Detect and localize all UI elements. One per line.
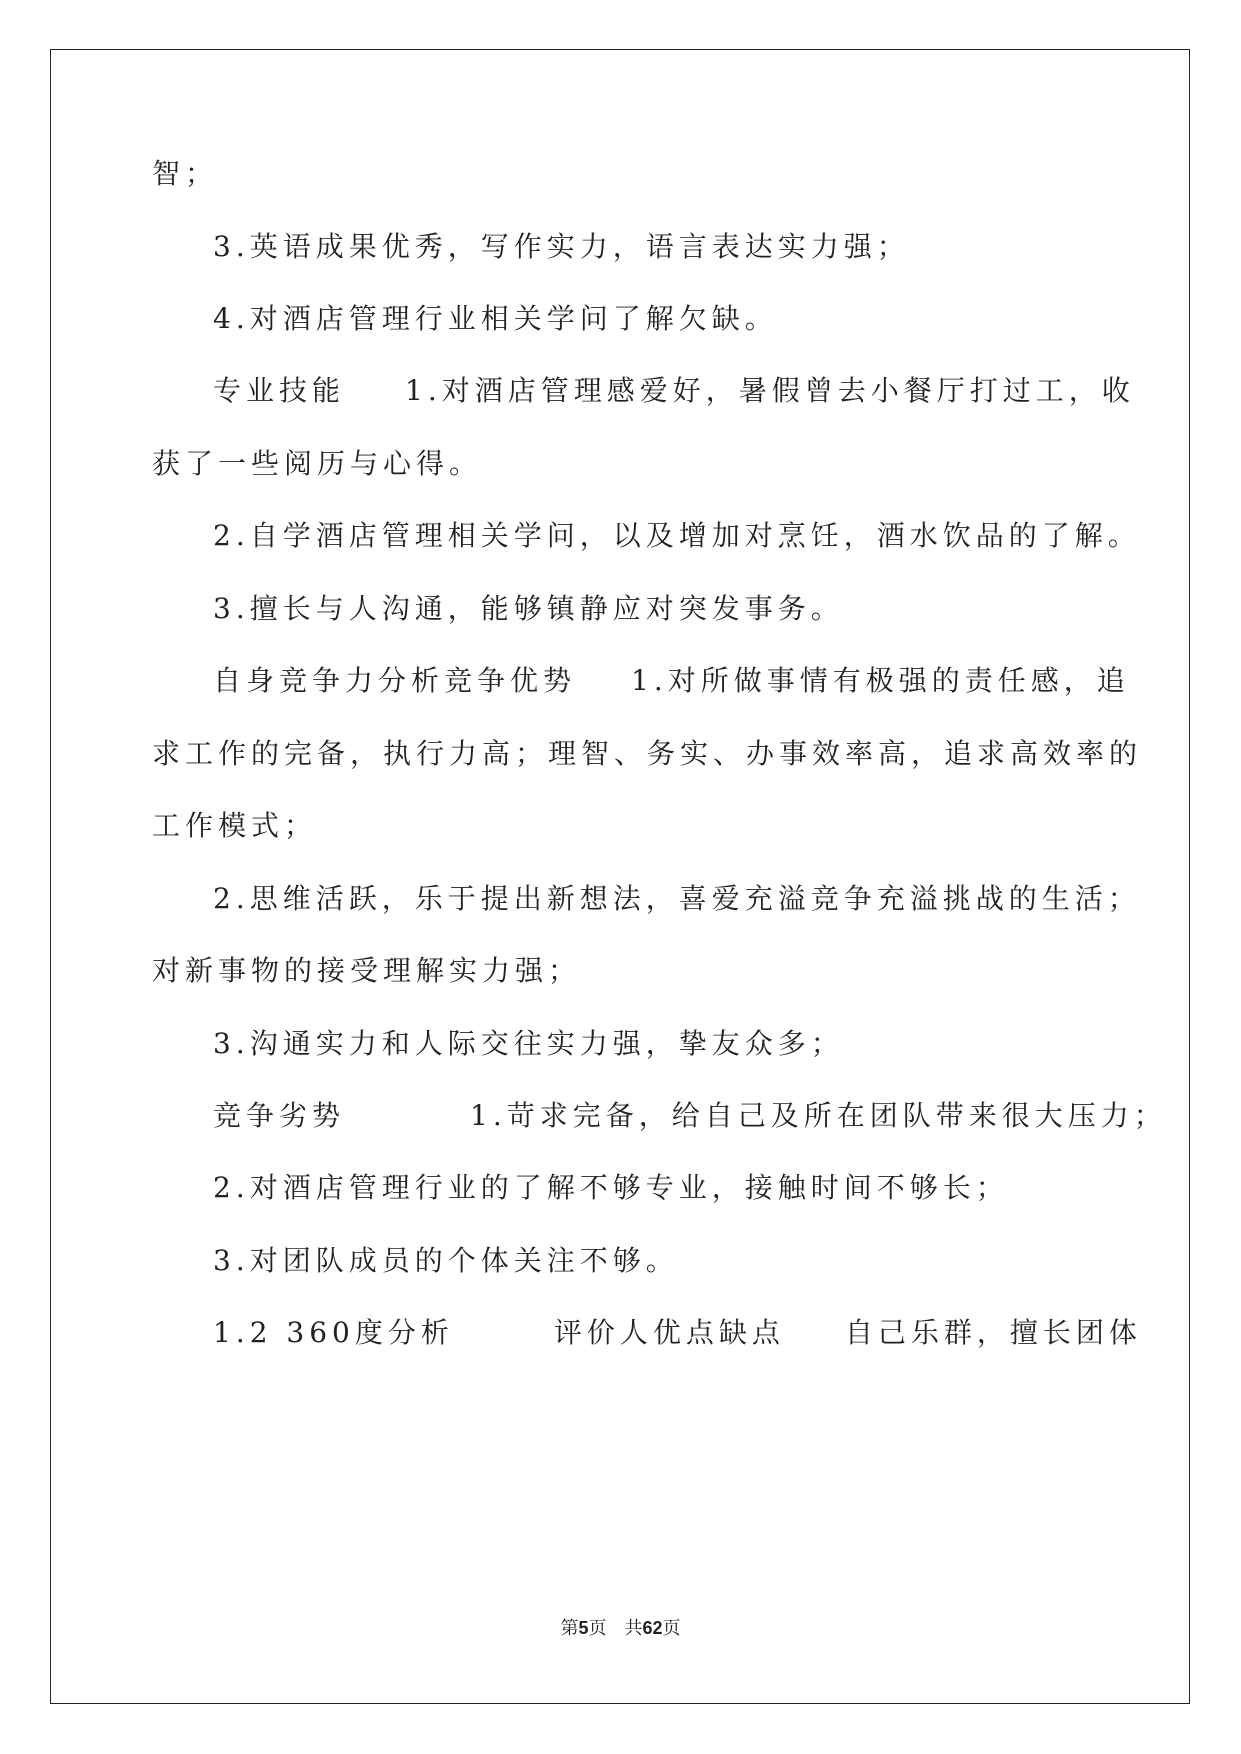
page-mid: 页 共 <box>588 1618 643 1639</box>
page-total: 62 <box>642 1618 663 1638</box>
page-suffix: 页 <box>662 1618 681 1639</box>
text-line: 对新事物的接受理解实力强； <box>152 954 582 987</box>
analysis-line <box>213 1316 1142 1350</box>
page-current: 5 <box>578 1618 589 1638</box>
weakness-item: 1.苛求完备，给自己及所在团队带来很大压力； <box>470 1099 1167 1132</box>
competitive-label: 自身竞争力分析竞争优势 <box>213 664 577 697</box>
page-border <box>50 49 1190 1704</box>
skills-line <box>213 374 1135 408</box>
self-text: 自己乐群，擅长团体 <box>844 1316 1142 1349</box>
text-line: 智； <box>152 157 219 190</box>
text-line: 4.对酒店管理行业相关学问了解欠缺。 <box>213 302 778 335</box>
analysis-label: 1.2 360度分析 <box>213 1316 454 1349</box>
page-prefix: 第 <box>560 1618 579 1639</box>
weakness-label: 竞争劣势 <box>213 1099 346 1132</box>
evaluator-label: 评价人优点缺点 <box>553 1316 785 1349</box>
competitive-item: 1.对所做事情有极强的责任感，追 <box>631 664 1130 697</box>
competitive-line <box>213 664 1130 698</box>
text-line: 2.思维活跃，乐于提出新想法，喜爱充溢竞争充溢挑战的生活； <box>213 882 1141 915</box>
text-line: 3.沟通实力和人际交往实力强，挚友众多； <box>213 1027 844 1060</box>
text-line: 3.擅长与人沟通，能够镇静应对突发事务。 <box>213 592 844 625</box>
text-line: 2.自学酒店管理相关学问，以及增加对烹饪，酒水饮品的了解。 <box>213 519 1141 552</box>
text-line: 工作模式； <box>152 809 318 842</box>
text-line: 求工作的完备，执行力高；理智、务实、办事效率高，追求高效率的 <box>152 737 1143 770</box>
text-line: 2.对酒店管理行业的了解不够专业，接触时间不够长； <box>213 1171 1009 1204</box>
weakness-line <box>213 1099 1167 1133</box>
text-line: 3.英语成果优秀，写作实力，语言表达实力强； <box>213 230 910 263</box>
page-footer <box>0 1614 1241 1640</box>
skills-label: 专业技能 <box>213 374 346 407</box>
skills-item: 1.对酒店管理感爱好，暑假曾去小餐厅打过工，收 <box>405 374 1135 407</box>
text-line: 3.对团队成员的个体关注不够。 <box>213 1244 679 1277</box>
text-line: 获了一些阅历与心得。 <box>152 447 483 480</box>
